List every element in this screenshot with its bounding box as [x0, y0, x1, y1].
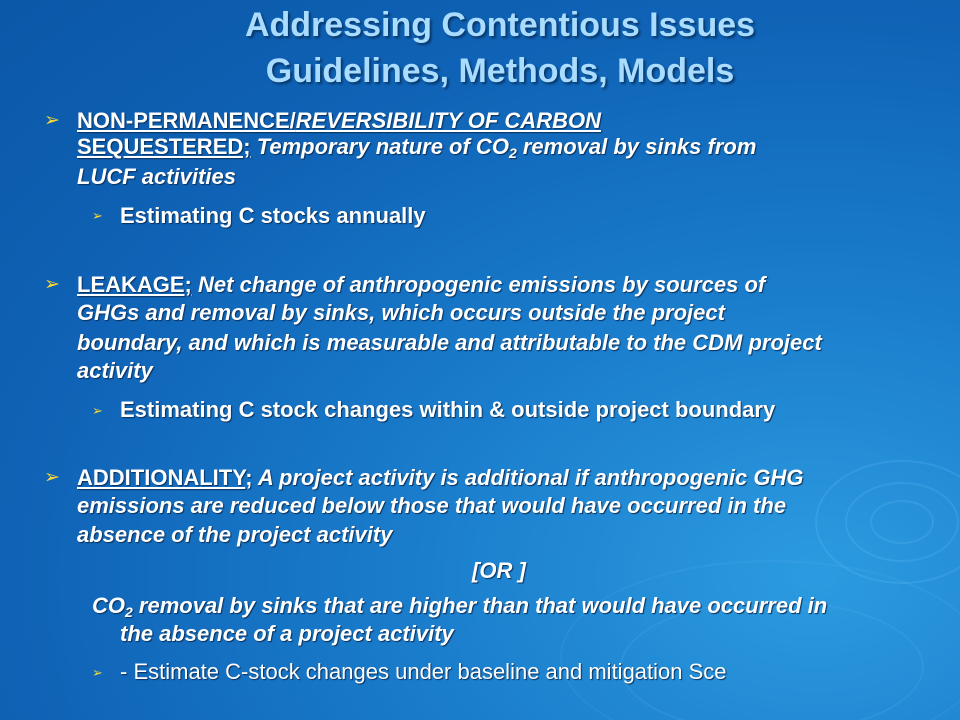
- slide-title-line-2: Guidelines, Methods, Models: [265, 52, 735, 90]
- arrow-bullet-icon: ➢: [44, 110, 60, 131]
- nonpermanence-line-3: LUCF activities: [77, 164, 236, 189]
- co2-subscript: 2: [508, 145, 517, 161]
- co2-removal-line-2: the absence of a project activity: [120, 621, 454, 646]
- additionality-line-1: ADDITIONALITY; A project activity is additional if anthropogenic GHG: [77, 465, 804, 490]
- nonpermanence-desc-a: Temporary nature of CO: [250, 134, 509, 159]
- additionality-heading: ADDITIONALITY: [77, 465, 246, 490]
- reversibility-heading: REVERSIBILITY OF CARBON: [295, 108, 601, 133]
- nonpermanence-desc-b: removal by sinks from: [516, 134, 757, 159]
- nonpermanence-sub-bullet: Estimating C stocks annually: [120, 203, 426, 228]
- arrow-bullet-icon: ➢: [44, 274, 60, 295]
- nonpermanence-heading: NON-PERMANENCE/: [77, 108, 296, 133]
- nonpermanence-line-1: [77, 108, 601, 134]
- leakage-heading: LEAKAGE;: [77, 272, 192, 297]
- additionality-line-2: emissions are reduced below those that would have occurred in the: [77, 493, 787, 518]
- leakage-sub-bullet: Estimating C stock changes within & outside project boundary: [120, 397, 776, 422]
- arrow-bullet-icon: ➢: [92, 403, 103, 418]
- nonpermanence-line-2: [77, 134, 756, 160]
- additionality-desc-1: A project activity is additional if anthropogenic GHG: [252, 465, 804, 490]
- additionality-sub-bullet: - Estimate C-stock changes under baseline and mitigation Sce: [120, 659, 727, 684]
- sequestered-heading: SEQUESTERED;: [77, 134, 251, 159]
- arrow-bullet-icon: ➢: [92, 665, 103, 680]
- leakage-line-4: activity: [77, 358, 153, 383]
- leakage-desc-1: Net change of anthropogenic emissions by sources of: [191, 272, 766, 297]
- leakage-line-2: GHGs and removal by sinks, which occurs outside the project: [77, 300, 725, 325]
- leakage-line-1: [77, 272, 765, 298]
- co2-removal-line-1: $CO_2$ removal by sinks that are higher than that would have occurred in: [92, 593, 828, 620]
- additionality-line-3: absence of the project activity: [77, 522, 393, 547]
- or-separator: [OR ]: [472, 558, 526, 583]
- co2-subscript: 2: [125, 604, 133, 620]
- slide-title-line-1: Addressing Contentious Issues: [244, 6, 756, 44]
- leakage-line-3: boundary, and which is measurable and attributable to the CDM project: [77, 330, 822, 355]
- arrow-bullet-icon: ➢: [44, 467, 60, 488]
- arrow-bullet-icon: ➢: [92, 208, 103, 223]
